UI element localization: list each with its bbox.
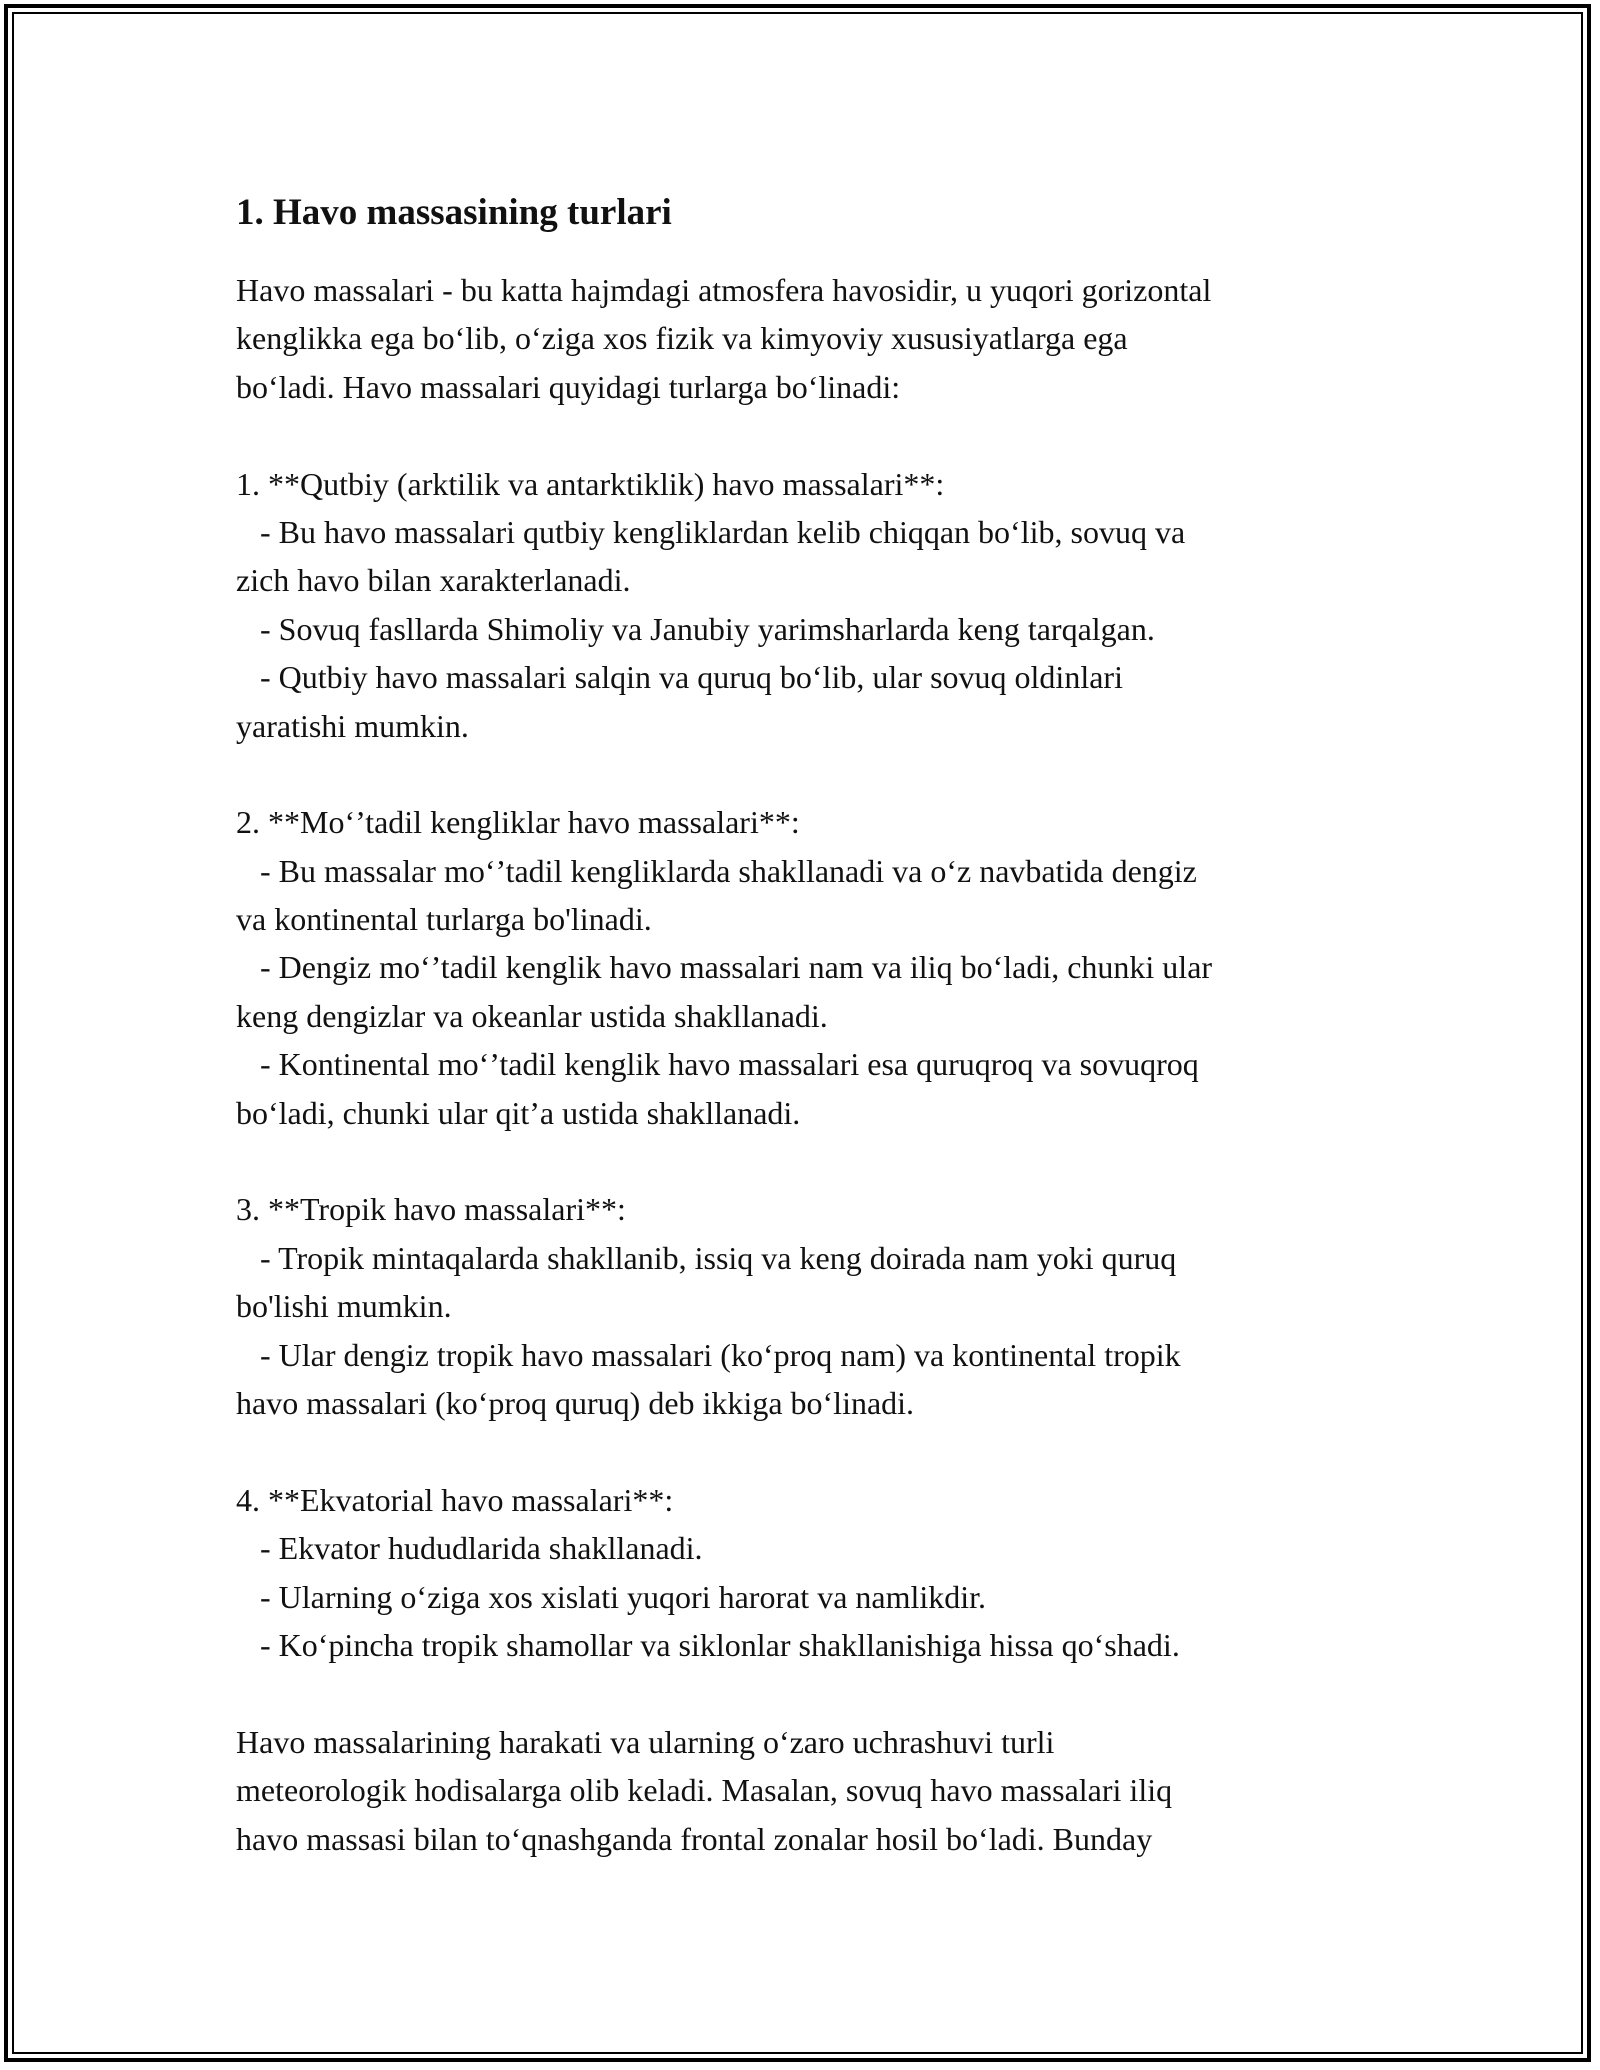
list-item-heading: 4. **Ekvatorial havo massalari**: (236, 1481, 674, 1518)
text-line: - Ularning o‘ziga xos xislati yuqori harorat va namlikdir. (236, 1578, 987, 1615)
paragraph-gap (236, 411, 1386, 459)
page-title: 1. Havo massasining turlari (236, 192, 672, 233)
text-line: - Dengiz mo‘’tadil kenglik havo massalari nam va iliq bo‘ladi, chunki ular (236, 949, 1213, 986)
text-line: havo massasi bilan to‘qnashganda frontal zonalar hosil bo‘ladi. Bunday (236, 1820, 1153, 1857)
paragraph-gap (236, 750, 1386, 798)
section-equatorial (236, 1476, 1386, 1670)
list-item-heading: 3. **Tropik havo massalari**: (236, 1191, 626, 1228)
text-line: - Bu massalar mo‘’tadil kengliklarda shakllanadi va o‘z navbatida dengiz (236, 852, 1197, 889)
text-line: bo‘ladi. Havo massalari quyidagi turlarga bo‘linadi: (236, 368, 901, 405)
text-line: - Ular dengiz tropik havo massalari (ko‘proq nam) va kontinental tropik (236, 1336, 1181, 1373)
text-line: yaratishi mumkin. (236, 707, 469, 744)
text-line: - Ko‘pincha tropik shamollar va siklonlar shakllanishiga hissa qo‘shadi. (236, 1626, 1180, 1663)
paragraph-gap (236, 1427, 1386, 1475)
text-line: va kontinental turlarga bo'linadi. (236, 901, 652, 938)
text-line: bo‘ladi, chunki ular qit’a ustida shakllanadi. (236, 1094, 801, 1131)
section-polar (236, 460, 1386, 750)
document-body (236, 188, 1386, 1863)
text-line: - Tropik mintaqalarda shakllanib, issiq va keng doirada nam yoki quruq (236, 1239, 1177, 1276)
paragraph-gap (236, 1137, 1386, 1185)
text-line: zich havo bilan xarakterlanadi. (236, 562, 631, 599)
text-line: - Sovuq fasllarda Shimoliy va Janubiy yarimsharlarda keng tarqalgan. (236, 610, 1155, 647)
text-line: - Qutbiy havo massalari salqin va quruq bo‘lib, ular sovuq oldinlari (236, 659, 1123, 696)
text-line: keng dengizlar va okeanlar ustida shakllanadi. (236, 997, 828, 1034)
closing-paragraph (236, 1718, 1386, 1863)
text-line: kenglikka ega bo‘lib, o‘ziga xos fizik va kimyoviy xususiyatlarga ega (236, 320, 1128, 357)
text-line: bo'lishi mumkin. (236, 1288, 452, 1325)
list-item-heading: 1. **Qutbiy (arktilik va antarktiklik) havo massalari**: (236, 465, 945, 502)
text-line: Havo massalari - bu katta hajmdagi atmosfera havosidir, u yuqori gorizontal (236, 272, 1212, 308)
text-line: Havo massalarining harakati va ularning o‘zaro uchrashuvi turli (236, 1723, 1055, 1760)
text-line: havo massalari (ko‘proq quruq) deb ikkiga bo‘linadi. (236, 1384, 915, 1421)
text-line: - Kontinental mo‘’tadil kenglik havo massalari esa quruqroq va sovuqroq (236, 1046, 1199, 1083)
text-line: meteorologik hodisalarga olib keladi. Masalan, sovuq havo massalari iliq (236, 1772, 1173, 1809)
section-tropical (236, 1185, 1386, 1427)
paragraph-gap (236, 1669, 1386, 1717)
text-line: - Bu havo massalari qutbiy kengliklardan kelib chiqqan bo‘lib, sovuq va (236, 513, 1186, 550)
intro-paragraph (236, 266, 1386, 411)
list-item-heading: 2. **Mo‘’tadil kengliklar havo massalari**: (236, 804, 800, 841)
text-line: - Ekvator hududlarida shakllanadi. (236, 1530, 703, 1567)
section-temperate (236, 798, 1386, 1137)
